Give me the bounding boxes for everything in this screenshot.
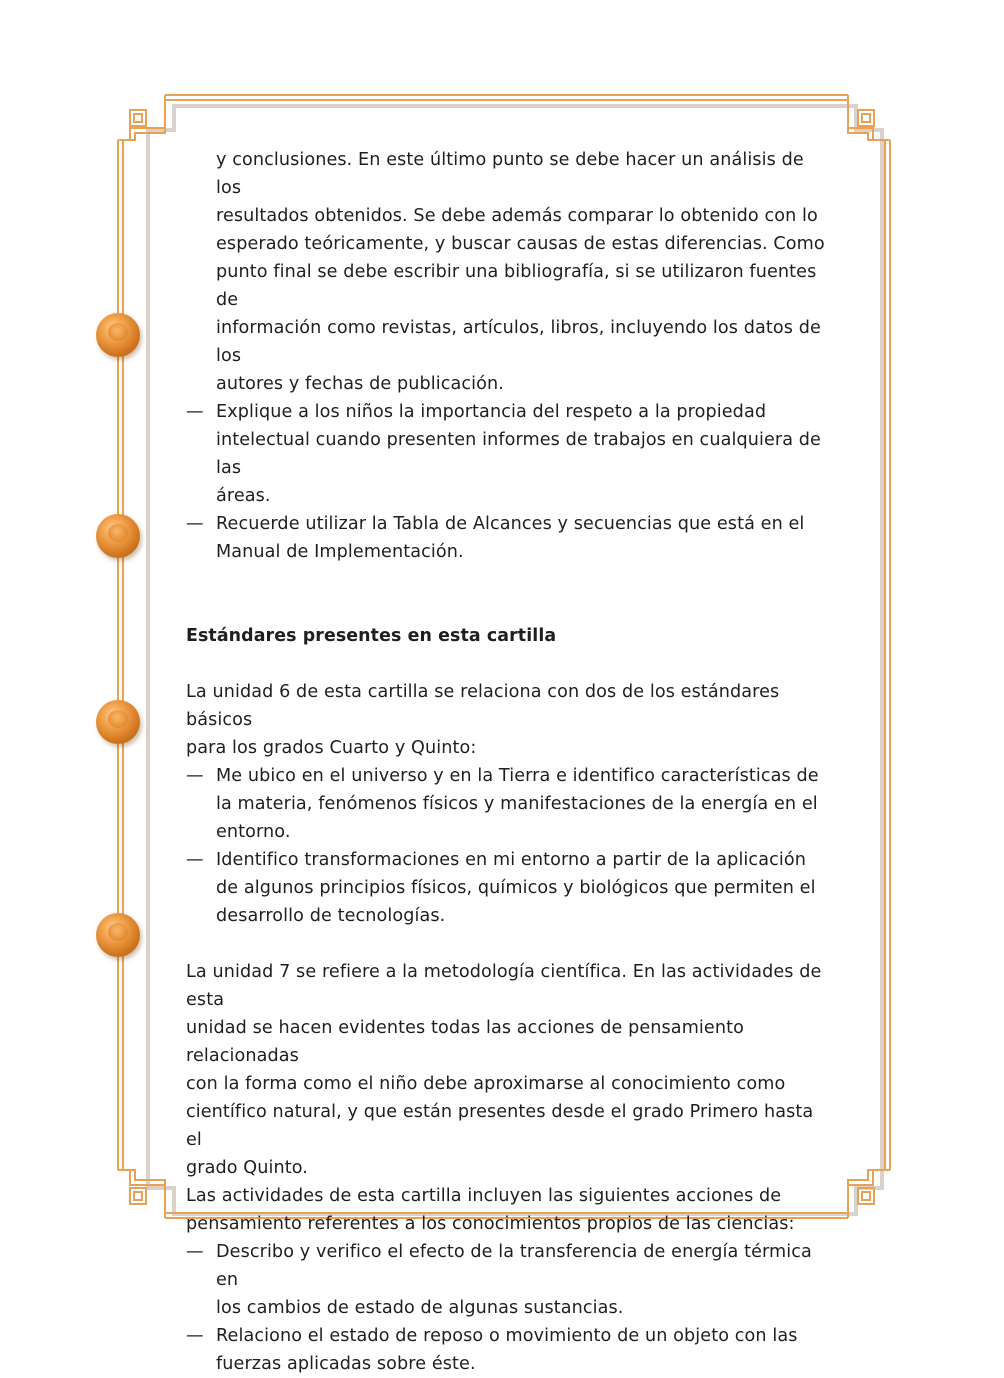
text-line: unidad se hacen evidentes todas las acciones de pensamiento relacionadas — [186, 1018, 744, 1066]
text-line: y conclusiones. En este último punto se debe hacer un análisis de los — [216, 150, 804, 198]
text-line: Explique a los niños la importancia del respeto a la propiedad — [216, 402, 767, 422]
bullet-dash: — — [186, 850, 204, 870]
text-line: entorno. — [216, 822, 291, 842]
text-line: Describo y verifico el efecto de la transferencia de energía térmica en — [216, 1242, 812, 1290]
text-line: fuerzas aplicadas sobre éste. — [216, 1354, 476, 1374]
section-heading: Estándares presentes en esta cartilla — [186, 626, 557, 646]
unit6-paragraph — [186, 678, 826, 762]
text-line: información como revistas, artículos, libros, incluyendo los datos de los — [216, 318, 821, 366]
text-line: los cambios de estado de algunas sustancias. — [216, 1298, 624, 1318]
text-line: resultados obtenidos. Se debe además comparar lo obtenido con lo — [216, 206, 818, 226]
text-line: La unidad 7 se refiere a la metodología científica. En las actividades de esta — [186, 962, 822, 1010]
unit7-paragraph — [186, 958, 826, 1182]
text-line: esperado teóricamente, y buscar causas de estas diferencias. Como — [216, 234, 825, 254]
activities-paragraph — [186, 1182, 826, 1238]
text-line: Relaciono el estado de reposo o movimiento de un objeto con las — [216, 1326, 798, 1346]
binder-ring-4 — [96, 913, 140, 957]
text-line: grado Quinto. — [186, 1158, 308, 1178]
bullet-dash: — — [186, 1242, 204, 1262]
text-line: La unidad 6 de esta cartilla se relaciona con dos de los estándares básicos — [186, 682, 780, 730]
binder-ring-3 — [96, 700, 140, 744]
bullet-tabla-alcances — [186, 510, 826, 566]
bullet-dash: — — [186, 514, 204, 534]
text-line: la materia, fenómenos físicos y manifestaciones de la energía en el — [216, 794, 818, 814]
text-line: con la forma como el niño debe aproximarse al conocimiento como — [186, 1074, 786, 1094]
bullet-respeto-propiedad — [186, 398, 826, 510]
text-line: áreas. — [216, 486, 271, 506]
text-line: autores y fechas de publicación. — [216, 374, 504, 394]
text-line: Recuerde utilizar la Tabla de Alcances y secuencias que está en el — [216, 514, 805, 534]
text-line: para los grados Cuarto y Quinto: — [186, 738, 477, 758]
text-line: intelectual cuando presenten informes de trabajos en cualquiera de las — [216, 430, 821, 478]
bullet-dash: — — [186, 402, 204, 422]
text-line: desarrollo de tecnologías. — [216, 906, 446, 926]
text-line: científico natural, y que están presentes desde el grado Primero hasta el — [186, 1102, 814, 1150]
bullet-describo — [186, 1238, 826, 1322]
text-line: de algunos principios físicos, químicos y biológicos que permiten el — [216, 878, 816, 898]
intro-paragraph — [186, 146, 826, 398]
text-line: Las actividades de esta cartilla incluyen las siguientes acciones de — [186, 1186, 782, 1206]
bullet-dash: — — [186, 766, 204, 786]
page-content — [186, 146, 826, 1378]
binder-ring-1 — [96, 313, 140, 357]
bullet-dash: — — [186, 1326, 204, 1346]
text-line: pensamiento referentes a los conocimientos propios de las ciencias: — [186, 1214, 795, 1234]
text-line: Manual de Implementación. — [216, 542, 464, 562]
binder-ring-2 — [96, 514, 140, 558]
text-line: punto final se debe escribir una bibliografía, si se utilizaron fuentes de — [216, 262, 817, 310]
text-line: Me ubico en el universo y en la Tierra e identifico características de — [216, 766, 819, 786]
text-line: Identifico transformaciones en mi entorno a partir de la aplicación — [216, 850, 806, 870]
bullet-relaciono — [186, 1322, 826, 1378]
bullet-me-ubico — [186, 762, 826, 846]
bullet-identifico — [186, 846, 826, 930]
